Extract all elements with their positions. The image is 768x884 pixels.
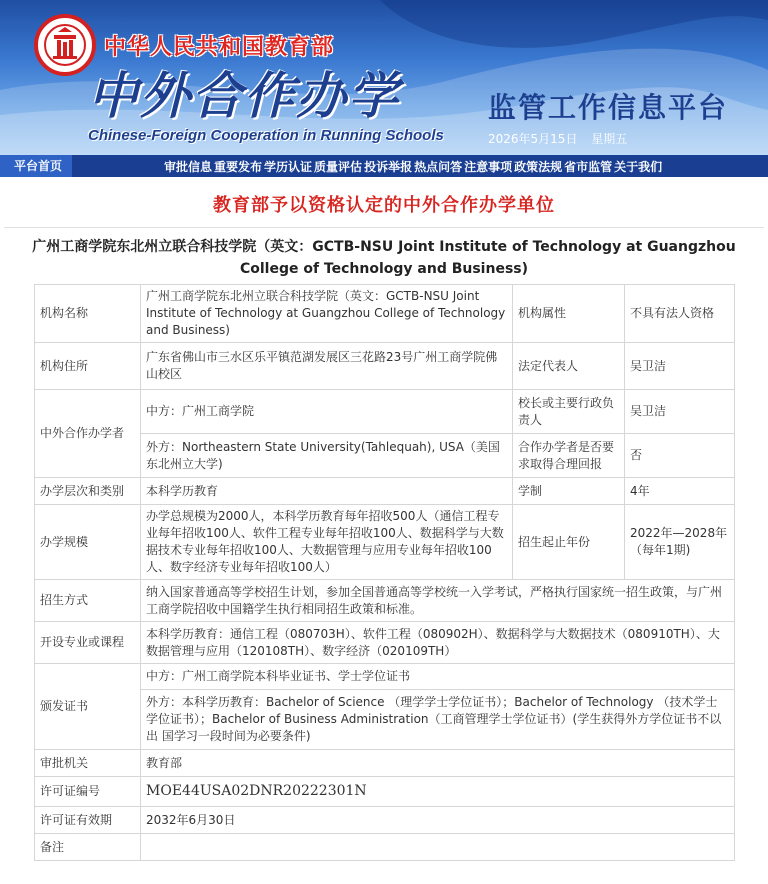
enroll-method-label: 招生方式 xyxy=(35,580,141,622)
cert-foreign: 外方：本科学历教育：Bachelor of Science （理学学士学位证书）；Bachelor of Technology （技术学士学位证书）；Bachelor of Business Administration（工商管理学士学位证书）(学生获得外方学位证书不以出 国学习一段时间为必要条件) xyxy=(141,690,735,750)
enroll-period-label: 招生起止年份 xyxy=(513,505,625,580)
page-heading: 教育部予以资格认定的中外合作办学单位 xyxy=(213,195,555,216)
emblem-icon xyxy=(42,22,88,68)
license-valid-value: 2032年6月30日 xyxy=(141,807,735,834)
ministry-name: 中华人民共和国教育部 xyxy=(104,34,335,60)
legal-rep-value: 吴卫洁 xyxy=(625,343,735,390)
attr-value: 不具有法人资格 xyxy=(625,285,735,343)
scale-value: 办学总规模为2000人，本科学历教育每年招收500人（通信工程专业每年招收100人、软件工程专业每年招收100人、数据科学与大数据技术专业每年招收100人、大数据管理与应用专业每年招收100人、数字经济专业每年招收100人） xyxy=(141,505,513,580)
nav-item-about[interactable]: 关于我们 xyxy=(614,159,663,174)
nav-item-approval[interactable]: 审批信息 xyxy=(164,159,213,174)
platform-title: 监管工作信息平台 xyxy=(488,91,729,124)
name-value: 广州工商学院东北州立联合科技学院（英文：GCTB-NSU Joint Institute of Technology at Guangzhou College of Technology and Business) xyxy=(141,285,513,343)
nav-item-quality[interactable]: 质量评估 xyxy=(314,159,363,174)
table-row xyxy=(35,807,735,834)
reason-value: 否 xyxy=(625,434,735,478)
nav-item-complaints[interactable]: 投诉举报 xyxy=(364,159,413,174)
approver-label: 审批机关 xyxy=(35,750,141,777)
parties-label: 中外合作办学者 xyxy=(35,390,141,478)
table-row xyxy=(35,505,735,580)
current-weekday: 星期五 xyxy=(591,132,628,146)
current-date: 2026年5月15日 xyxy=(488,132,578,146)
date-line xyxy=(488,130,637,147)
table-row xyxy=(35,478,735,505)
president-value: 吴卫洁 xyxy=(625,390,735,434)
nav-item-announcements[interactable]: 重要发布 xyxy=(214,159,263,174)
party-cn: 中方：广州工商学院 xyxy=(141,390,513,434)
name-label: 机构名称 xyxy=(35,285,141,343)
header-banner xyxy=(0,0,768,155)
table-row xyxy=(35,664,735,690)
attr-label: 机构属性 xyxy=(513,285,625,343)
legal-rep-label: 法定代表人 xyxy=(513,343,625,390)
remark-value xyxy=(141,834,735,861)
address-value: 广东省佛山市三水区乐平镇范湖发展区三花路23号广州工商学院佛山校区 xyxy=(141,343,513,390)
reason-label: 合作办学者是否要求取得合理回报 xyxy=(513,434,625,478)
table-row xyxy=(35,750,735,777)
scale-label: 办学规模 xyxy=(35,505,141,580)
divider xyxy=(4,227,764,228)
nav-items xyxy=(164,155,664,177)
institution-title: 广州工商学院东北州立联合科技学院（英文：GCTB-NSU Joint Institute of Technology at Guangzhou College of Technology and Business) xyxy=(32,239,736,277)
ministry-emblem-logo xyxy=(34,14,96,76)
table-row xyxy=(35,580,735,622)
president-label: 校长或主要行政负责人 xyxy=(513,390,625,434)
majors-label: 开设专业或课程 xyxy=(35,622,141,664)
duration-label: 学制 xyxy=(513,478,625,505)
nav-item-notices[interactable]: 注意事项 xyxy=(464,159,513,174)
level-label: 办学层次和类别 xyxy=(35,478,141,505)
enroll-period-value: 2022年—2028年（每年1期) xyxy=(625,505,735,580)
approver-value: 教育部 xyxy=(141,750,735,777)
institution-info-table xyxy=(34,284,735,861)
nav-item-faq[interactable]: 热点问答 xyxy=(414,159,463,174)
table-row xyxy=(35,777,735,807)
remark-label: 备注 xyxy=(35,834,141,861)
duration-value: 4年 xyxy=(625,478,735,505)
enroll-method-value: 纳入国家普通高等学校招生计划，参加全国普通高等学校统一入学考试，严格执行国家统一招生政策，与广州工商学院招收中国籍学生执行相同招生政策和标准。 xyxy=(141,580,735,622)
nav-item-policies[interactable]: 政策法规 xyxy=(514,159,563,174)
majors-value: 本科学历教育：通信工程（080703H）、软件工程（080902H）、数据科学与大数据技术（080910TH）、大数据管理与应用（120108TH）、数字经济（020109TH） xyxy=(141,622,735,664)
table-row xyxy=(35,390,735,434)
table-row xyxy=(35,622,735,664)
nav-item-provincial[interactable]: 省市监管 xyxy=(564,159,613,174)
cert-label: 颁发证书 xyxy=(35,664,141,750)
site-title: 中外合作办学 xyxy=(88,66,400,125)
table-row xyxy=(35,285,735,343)
nav-item-credential[interactable]: 学历认证 xyxy=(264,159,313,174)
cert-cn: 中方：广州工商学院本科毕业证书、学士学位证书 xyxy=(141,664,735,690)
address-label: 机构住所 xyxy=(35,343,141,390)
license-no-label: 许可证编号 xyxy=(35,777,141,807)
main-nav xyxy=(0,155,768,177)
site-subtitle-en: Chinese-Foreign Cooperation in Running Schools xyxy=(88,127,444,144)
nav-home-link[interactable]: 平台首页 xyxy=(0,155,72,177)
party-foreign: 外方：Northeastern State University(Tahlequah), USA（美国东北州立大学) xyxy=(141,434,513,478)
table-row xyxy=(35,834,735,861)
table-row xyxy=(35,343,735,390)
license-no-value: MOE44USA02DNR20222301N xyxy=(141,777,735,807)
level-value: 本科学历教育 xyxy=(141,478,513,505)
license-valid-label: 许可证有效期 xyxy=(35,807,141,834)
